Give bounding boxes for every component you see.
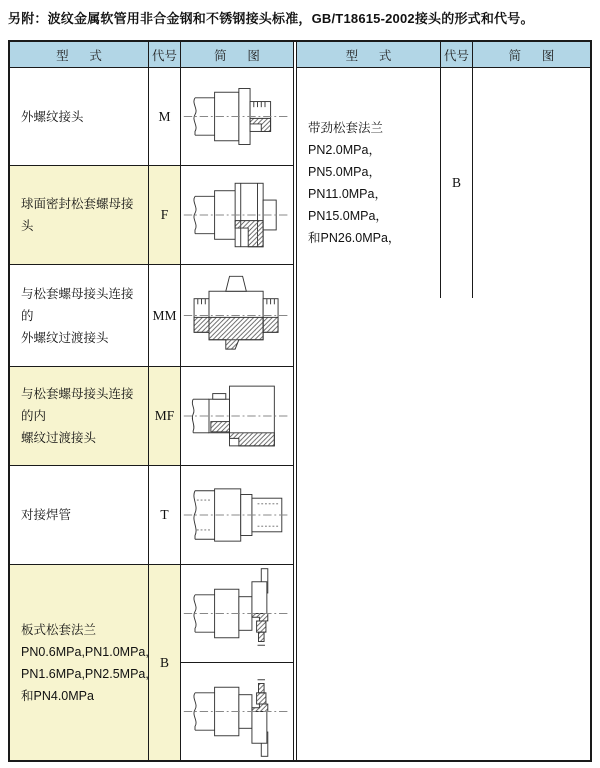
diagram-panel <box>181 466 293 564</box>
type-line: 与松套螺母接头连接的 <box>21 286 134 323</box>
fittings-table-right <box>296 42 590 760</box>
diagram-cell <box>181 68 293 165</box>
type-line: 外螺纹接头 <box>21 109 84 124</box>
type-cell <box>10 565 149 760</box>
header-code: 代号 <box>441 42 473 67</box>
neck-loose-flange-front-diagram <box>473 68 590 298</box>
type-cell <box>10 68 149 165</box>
diagram-panel <box>473 68 590 298</box>
table-row <box>10 466 293 565</box>
header-code: 代号 <box>149 42 181 67</box>
type-line: PN0.6MPa,PN1.0MPa, <box>21 644 149 659</box>
table-header-row <box>297 42 590 68</box>
header-diagram: 简 图 <box>214 48 260 63</box>
header-type: 型 式 <box>297 42 441 67</box>
loose-nut-fitting-diagram <box>181 166 293 264</box>
table-row <box>10 166 293 265</box>
fittings-table-left <box>10 42 294 760</box>
diagram-panel <box>181 662 293 760</box>
diagram-cell <box>181 565 293 760</box>
table-row <box>10 565 293 760</box>
male-nipple-fitting-diagram <box>181 265 293 366</box>
page-title: 另附：波纹金属软管用非合金钢和不锈钢接头标准，GB/T18615-2002接头的形式和代号。 <box>8 11 534 26</box>
diagram-panel <box>181 166 293 264</box>
diagram-cell <box>181 166 293 264</box>
diagram-cell <box>181 265 293 366</box>
table-header-row <box>10 42 293 68</box>
diagram-panel <box>181 565 293 662</box>
header-diagram: 简 图 <box>508 48 555 63</box>
type-line: 和PN4.0MPa <box>21 688 94 703</box>
female-adapter-fitting-diagram <box>181 367 293 465</box>
type-line: PN2.0MPa，PN5.0MPa， <box>308 143 381 179</box>
code-cell: B <box>441 68 473 298</box>
type-line: 对接焊管 <box>21 508 72 522</box>
type-cell <box>10 367 149 465</box>
table-row <box>10 68 293 166</box>
code-cell: F <box>149 166 181 264</box>
code-cell: MF <box>149 367 181 465</box>
type-line: PN1.6MPa,PN2.5MPa, <box>21 666 149 681</box>
code-cell: B <box>149 565 181 760</box>
diagram-cell <box>181 466 293 564</box>
table-row <box>297 68 590 298</box>
butt-weld-pipe-diagram <box>181 466 293 564</box>
code-cell: M <box>149 68 181 165</box>
type-cell <box>10 466 149 564</box>
type-cell <box>10 265 149 366</box>
table-row <box>10 367 293 466</box>
type-line: PN11.0MPa，PN15.0MPa， <box>308 187 388 223</box>
code-cell: MM <box>149 265 181 366</box>
type-cell <box>10 166 149 264</box>
type-line: 球面密封松套螺母接头 <box>21 197 134 233</box>
diagram-panel <box>181 265 293 366</box>
type-line: 螺纹过渡接头 <box>21 431 97 445</box>
diagram-panel <box>181 367 293 465</box>
table-row <box>10 265 293 367</box>
diagram-cell <box>473 68 590 298</box>
type-line: 和PN26.0MPa， <box>308 231 401 245</box>
diagram-cell <box>181 367 293 465</box>
type-line: 带劲松套法兰 <box>308 121 384 135</box>
type-line: 板式松套法兰 <box>21 622 97 637</box>
fittings-table <box>8 40 592 762</box>
male-thread-fitting-diagram <box>181 68 293 165</box>
diagram-panel <box>181 68 293 165</box>
type-line: 与松套螺母接头连接的内 <box>21 387 134 423</box>
header-type: 型 式 <box>10 42 149 67</box>
type-cell <box>297 68 441 298</box>
code-cell: T <box>149 466 181 564</box>
type-line: 外螺纹过渡接头 <box>21 330 109 345</box>
plate-loose-flange-front-diagram <box>181 565 293 662</box>
plate-loose-flange-back-diagram <box>181 663 293 760</box>
